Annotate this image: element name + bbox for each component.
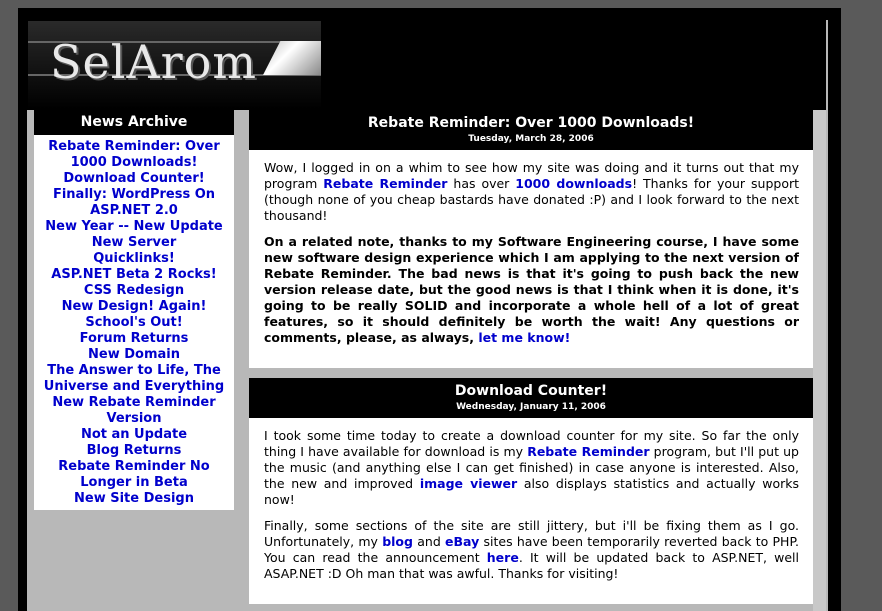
news-archive-sidebar	[34, 110, 234, 510]
list-item	[34, 427, 234, 443]
post-text: I took some time today to create a download counter for my site. So far the only thing I have available for download is my	[264, 428, 799, 459]
archive-link[interactable]: New Design! Again!	[61, 299, 207, 314]
blog-post	[249, 378, 813, 604]
list-item	[34, 251, 234, 267]
announcement-link[interactable]: here	[486, 550, 519, 565]
archive-link[interactable]: Finally: WordPress On ASP.NET 2.0	[52, 187, 216, 218]
post-text: and	[412, 534, 446, 549]
archive-link[interactable]: New Server	[91, 235, 177, 250]
site-logo[interactable]	[28, 21, 321, 109]
list-item	[34, 299, 234, 315]
archive-link[interactable]: Blog Returns	[86, 443, 182, 458]
post-text: Wow, I logged in on a whim to see how my site was doing and it turns out that my program	[264, 160, 799, 191]
blog-link[interactable]: blog	[382, 534, 413, 549]
blog-post	[249, 110, 813, 368]
archive-link[interactable]: Rebate Reminder No Longer in Beta	[58, 459, 210, 490]
archive-link[interactable]: ASP.NET Beta 2 Rocks!	[51, 267, 217, 282]
ebay-link[interactable]: eBay	[445, 534, 480, 549]
post-text: also displays statistics and actually works now!	[264, 476, 799, 507]
list-item	[34, 315, 234, 331]
list-item	[34, 443, 234, 459]
post-text: has over	[447, 176, 516, 191]
right-gutter	[813, 110, 826, 611]
archive-link[interactable]: CSS Redesign	[83, 283, 185, 298]
list-item	[34, 219, 234, 235]
archive-link[interactable]: Forum Returns	[79, 331, 189, 346]
archive-link[interactable]: The Answer to Life, The Universe and Everything	[43, 363, 225, 394]
list-item	[34, 283, 234, 299]
post-date: Wednesday, January 11, 2006	[456, 402, 606, 412]
post-body	[249, 418, 813, 582]
list-item	[34, 491, 234, 507]
list-item	[34, 347, 234, 363]
post-paragraph	[264, 428, 799, 508]
post-title: Download Counter!	[454, 383, 608, 399]
post-header	[249, 110, 813, 150]
archive-link[interactable]: New Domain	[88, 347, 180, 362]
list-item	[34, 139, 234, 171]
rebate-reminder-link[interactable]: Rebate Reminder	[323, 176, 448, 191]
news-archive-title: News Archive	[34, 110, 234, 135]
post-paragraph	[264, 234, 799, 346]
post-paragraph	[264, 518, 799, 582]
list-item	[34, 331, 234, 347]
post-date: Tuesday, March 28, 2006	[468, 134, 594, 144]
archive-link[interactable]: New Rebate Reminder Version	[52, 395, 216, 426]
archive-link[interactable]: School's Out!	[85, 315, 183, 330]
archive-link[interactable]: Quicklinks!	[93, 251, 175, 266]
post-text: program, but I'll put up the music (and anything else I can get finished) in case anyone is interested. Also, the new and improved	[264, 444, 799, 491]
post-text: sites have been temporarily reverted back to PHP. You can read the announcement	[264, 534, 800, 565]
post-title: Rebate Reminder: Over 1000 Downloads!	[367, 115, 695, 131]
post-header	[249, 378, 813, 418]
list-item	[34, 171, 234, 187]
downloads-link[interactable]: 1000 downloads	[515, 176, 633, 191]
list-item	[34, 267, 234, 283]
post-paragraph	[264, 160, 799, 224]
list-item	[34, 363, 234, 395]
archive-link[interactable]: Not an Update	[80, 427, 188, 442]
archive-link[interactable]: New Year -- New Update	[45, 219, 223, 234]
archive-link[interactable]: New Site Design	[74, 491, 194, 506]
post-text: . It will be updated back to ASP.NET, well ASAP.NET :D Oh man that was awful. Thanks for visiting!	[264, 550, 800, 581]
contact-link[interactable]: let me know!	[478, 330, 571, 345]
archive-link[interactable]: Rebate Reminder: Over 1000 Downloads!	[48, 139, 220, 170]
archive-link[interactable]: Download Counter!	[63, 171, 205, 186]
logo-text: SelArom	[50, 35, 257, 89]
post-text: ! Thanks for your support (though none of you cheap bastards have donated :P) and I look forward to the next thousand!	[264, 176, 800, 223]
post-text: Finally, some sections of the site are still jittery, but i'll be fixing them as I go. Unfortunately, my	[264, 518, 799, 549]
list-item	[34, 187, 234, 219]
list-item	[34, 235, 234, 251]
post-text: On a related note, thanks to my Software Engineering course, I have some new software design experience which I am applying to the next version of Rebate Reminder. The bad news is that it's going to push back the new version release date, but the good news is that I think when it is done, it's going to be really SOLID and incorporate a whole hell of a lot of great features, so it should definitely be worth the wait! Any questions or comments, please, as always,	[264, 234, 799, 345]
news-archive-list	[34, 135, 234, 507]
list-item	[34, 395, 234, 427]
post-body	[249, 150, 813, 346]
list-item	[34, 459, 234, 491]
rebate-reminder-link[interactable]: Rebate Reminder	[527, 444, 650, 459]
image-viewer-link[interactable]: image viewer	[419, 476, 518, 491]
